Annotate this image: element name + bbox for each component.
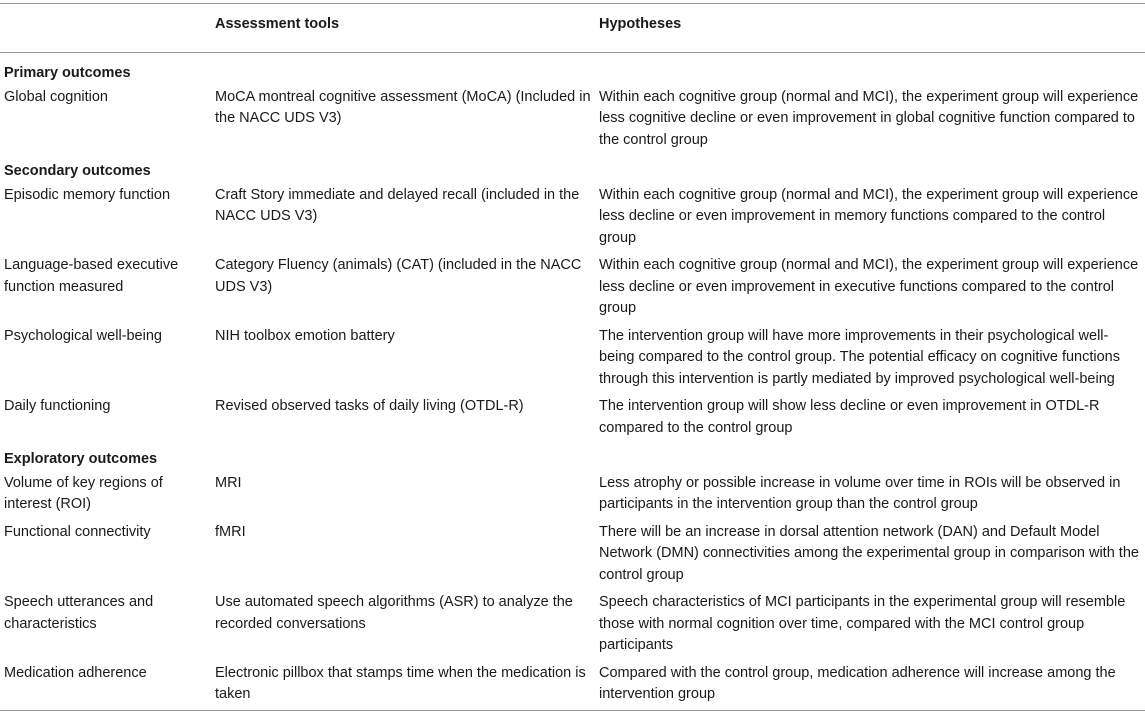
tool-cell: Revised observed tasks of daily living (OTDL-R) <box>215 398 524 414</box>
hypothesis-cell: Less atrophy or possible increase in volume over time in ROIs will be observed in participants in the intervention group than the control group <box>599 474 1121 512</box>
table-row <box>0 661 1145 711</box>
table-row <box>0 471 1145 520</box>
tool-cell: MRI <box>215 474 242 491</box>
tool-cell: NIH toolbox emotion battery <box>215 327 395 344</box>
outcome-cell: Language-based executive function measured <box>4 257 179 295</box>
hypothesis-cell: Within each cognitive group (normal and MCI), the experiment group will experience less cognitive decline or even improvement in global cognitive function compared to the control group <box>599 88 1139 148</box>
section-title: Secondary outcomes <box>4 163 151 179</box>
outcomes-table <box>0 3 1145 711</box>
hypothesis-cell: Compared with the control group, medication adherence will increase among the intervention group <box>599 664 1116 702</box>
outcome-cell: Medication adherence <box>4 664 147 681</box>
tool-cell: Category Fluency (animals) (CAT) (included in the NACC UDS V3) <box>215 257 582 295</box>
tool-cell: Use automated speech algorithms (ASR) to analyze the recorded conversations <box>215 594 573 632</box>
outcome-cell: Speech utterances and characteristics <box>4 594 154 632</box>
table-row <box>0 394 1145 443</box>
table-row <box>0 590 1145 661</box>
section-title: Exploratory outcomes <box>4 451 158 467</box>
table-row <box>0 85 1145 156</box>
hypothesis-cell: Within each cognitive group (normal and MCI), the experiment group will experience less decline or even improvement in executive functions compared to the control group <box>599 257 1139 316</box>
outcome-cell: Global cognition <box>4 88 108 105</box>
table-row <box>0 520 1145 591</box>
hypothesis-cell: There will be an increase in dorsal attention network (DAN) and Default Model Network (DMN) connectivities among the experimental group in comparison with the control group <box>599 523 1139 583</box>
table-row <box>0 324 1145 395</box>
outcome-cell: Functional connectivity <box>4 523 151 540</box>
hypothesis-cell: Speech characteristics of MCI participants in the experimental group will resemble those with normal cognition over time, compared with the MCI control group participants <box>599 594 1126 653</box>
table-row <box>0 253 1145 324</box>
outcome-cell: Psychological well-being <box>4 327 162 344</box>
header-assessment-tools: Assessment tools <box>215 16 340 32</box>
tool-cell: Craft Story immediate and delayed recall (included in the NACC UDS V3) <box>215 186 580 224</box>
table-row <box>0 183 1145 254</box>
outcome-cell: Daily functioning <box>4 398 111 414</box>
header-hypotheses: Hypotheses <box>599 16 682 32</box>
table-header-row <box>0 4 1145 53</box>
outcome-cell: Episodic memory function <box>4 186 171 203</box>
hypothesis-cell: Within each cognitive group (normal and MCI), the experiment group will experience less decline or even improvement in memory functions compared to the control group <box>599 186 1139 246</box>
tool-cell: Electronic pillbox that stamps time when the medication is taken <box>215 664 586 702</box>
section-row-primary <box>0 53 1145 85</box>
tool-cell: MoCA montreal cognitive assessment (MoCA) (Included in the NACC UDS V3) <box>215 88 591 126</box>
hypothesis-cell: The intervention group will have more improvements in their psychological well-being compared to the control group. The potential efficacy on cognitive functions through this intervention is partly mediated by improved psychological well-being <box>599 327 1120 387</box>
section-row-exploratory <box>0 443 1145 471</box>
header-outcome <box>0 4 211 53</box>
section-title: Primary outcomes <box>4 65 131 81</box>
outcome-cell: Volume of key regions of interest (ROI) <box>4 474 163 512</box>
tool-cell: fMRI <box>215 523 246 540</box>
section-row-secondary <box>0 155 1145 183</box>
hypothesis-cell: The intervention group will show less decline or even improvement in OTDL-R compared to the control group <box>599 398 1100 436</box>
